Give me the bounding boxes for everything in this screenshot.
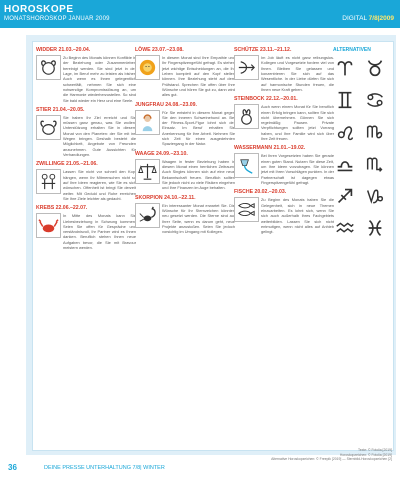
scales-icon bbox=[135, 159, 160, 184]
digital-value: 7/8|2009 bbox=[368, 15, 394, 22]
alternatives-title: ALTERNATIVEN bbox=[333, 47, 371, 53]
column-2 bbox=[135, 47, 235, 238]
digital-label: DIGITAL bbox=[342, 15, 367, 22]
lion-icon bbox=[135, 55, 160, 80]
sign-skorpion bbox=[135, 195, 235, 235]
column-3 bbox=[234, 47, 334, 238]
sign-schuetze bbox=[234, 47, 334, 92]
sign-title: JUNGFRAU 24.08.–23.09. bbox=[135, 101, 197, 108]
taurus-glyph-icon bbox=[363, 56, 387, 80]
sign-title: FISCHE 20.02.–20.03. bbox=[234, 189, 287, 196]
sign-title: KREBS 22.06.–22.07. bbox=[36, 205, 88, 212]
sign-fische bbox=[234, 189, 334, 234]
sign-title: LÖWE 23.07.–23.08. bbox=[135, 47, 184, 53]
pisces-glyph-icon bbox=[363, 216, 387, 240]
goat-icon bbox=[234, 104, 259, 129]
sign-text: Bei Ihren Vorgesetzten haben Sie gerade einen guten Stand. Nutzen Sie diese Zeit, um Ihre Ideen vorzutragen. Sie können jetzt mit Ihren Vorschlägen punkten. In der Partnerschaft ist dagegen etwas Fingerspitzengefühl gefragt. bbox=[261, 153, 334, 185]
sign-text: In diesem Monat sind Ihre Empathie und Ihr Fingerspitzengefühl gefragt. Es stehen jetzt wichtige Entscheidungen an, die Ihr Leben komplett auf den Kopf stellen können. Ihre Beziehung steht auf dem Prüfstand. Sprechen Sie offen über Ihre Wünsche und hören Sie gut zu, dann wird alles gut. bbox=[162, 55, 235, 98]
sign-title: WASSERMANN 21.01.–19.02. bbox=[234, 145, 306, 152]
sign-text: Waagen in fester Beziehung haben in diesem Monat einen herrlichen Zeitraum. Auch Singles können sich auf eine neue Bekanntschaft freuen. Beruflich sollten Sie jedoch nicht zu viele Risiken eingehen und Ihre Finanzen im Auge behalten. bbox=[162, 158, 235, 191]
sign-waage bbox=[135, 151, 235, 191]
sign-text: Zu Beginn des Monats haben Sie die Gelegenheit, sich in neue Themen einzuarbeiten. Es lohnt sich, wenn Sie sich auch außerhalb Ihres Fachgebiets weiterbilden. Lassen Sie sich nicht entmutigen, wenn nicht alles auf Anhieb gelingt. bbox=[261, 197, 334, 235]
credit-line: Texte: © Fotolia [2019] bbox=[358, 448, 392, 452]
sign-zwillinge bbox=[36, 161, 136, 201]
credit-line: Horoskopzeichen: © Fotolia [2019] bbox=[339, 452, 392, 457]
sign-text: Auch wenn einem Monat für Sie beruflich einen Erfolg bringen kann, sollten Sie sich nicht übernehmen. Gönnen Sie sich regelmäßig Pausen. Private Verpflichtungen sollten jetzt Vorrang haben, und Ihre Familie wird sich über Ihre Zeit freuen. bbox=[261, 104, 334, 142]
sign-title: STIER 21.04.–20.05. bbox=[36, 106, 85, 113]
sign-title: SKORPION 24.10.–22.11. bbox=[135, 194, 196, 201]
virgin-icon bbox=[135, 110, 160, 135]
sign-title: ZWILLINGE 21.05.–21.06. bbox=[36, 161, 98, 168]
digital-tag bbox=[342, 15, 394, 22]
bull-icon bbox=[36, 115, 61, 140]
section-subtitle: MONATSHOROSKOP JANUAR 2009 bbox=[4, 16, 110, 22]
virgo-glyph-icon bbox=[363, 120, 387, 144]
sign-title: STEINBOCK 22.12.–20.01. bbox=[234, 96, 298, 103]
gemini-glyph-icon bbox=[333, 88, 357, 112]
aries-glyph-icon bbox=[333, 56, 357, 80]
aquarius-glyph-icon bbox=[333, 216, 357, 240]
sign-title: WIDDER 21.03.–20.04. bbox=[36, 47, 91, 53]
sign-stier bbox=[36, 107, 136, 158]
sign-widder bbox=[36, 47, 136, 103]
sign-title: WAAGE 24.09.–23.10. bbox=[135, 150, 188, 157]
sign-wassermann bbox=[234, 145, 334, 185]
fish-icon bbox=[234, 197, 259, 222]
twins-icon bbox=[36, 169, 61, 194]
sign-text: Zu Beginn des Monats können Konflikte in der Beziehung oder Zusammenleben bereinigt werden. Sie sind jetzt in der Lage, im Beruf mehr zu leisten als bisher. Auch wenn es Ihnen gelegentlich schwerfällt, nehmen Sie sich eine notwendige Kompromisslösung an, um die Harmonie wiederherzustellen. So sind Sie bald wieder ein Herz und eine Seele. bbox=[63, 55, 136, 103]
scorpion-icon bbox=[135, 203, 160, 228]
water-bearer-icon bbox=[234, 153, 259, 178]
sign-text: Für Sie entsteht in diesem Monat gegen Sie den inneren Schweinehund an. Bei der Fitness-Sport-Figur lohnt sich der Einsatz. Im Beruf erhalten Sie Anerkennung für Ihre Arbeit. Nehmen Sie sich Zeit für einen ausgedehnten Spaziergang in der Natur. bbox=[162, 109, 235, 147]
header-band bbox=[0, 0, 400, 28]
sign-jungfrau bbox=[135, 102, 235, 147]
sign-text: Im Job läuft es nicht ganz reibungslos. Kollegen und Vorgesetzte fordern viel von Ihnen. Bleiben Sie gelassen und konzentrieren Sie sich auf das Wesentliche. In der Liebe dürfen Sie sich auf harmonische Stunden freuen, die Ihnen neue Kraft geben. bbox=[261, 55, 334, 92]
capricorn-glyph-icon bbox=[363, 184, 387, 208]
sign-title: SCHÜTZE 23.11.–21.12. bbox=[234, 47, 292, 53]
image-credits bbox=[232, 448, 392, 462]
sign-krebs bbox=[36, 205, 136, 250]
ram-icon bbox=[36, 55, 61, 80]
magazine-name: DEINE PRESSE UNTERHALTUNG 7/8| WINTER bbox=[44, 465, 165, 471]
sagittarius-glyph-icon bbox=[333, 184, 357, 208]
cancer-glyph-icon bbox=[363, 88, 387, 112]
archer-icon bbox=[234, 55, 259, 80]
sign-text: Sie haben Ihr Ziel erreicht und Sie müssen ganz genau, was Sie wollen. Unterstützung erhalten Sie in diesem Monat von den Planeten: der Sie mit ins Wegen bringen. Deshalb besteht die Möglichkeit, Angebote von Freunden anzunehmen. Gute Aussichten für Verhandlungen. bbox=[63, 114, 136, 157]
sign-text: Ein interessanter Monat erwartet Sie. Die Wünsche für Ihr Sternzeichen könnten neu gesetzt werden. Die Sterne sind auf Ihrer Seite, wenn es darum geht, neue Projekte anzustoßen. Seien Sie jedoch vorsichtig im Umgang mit Kollegen. bbox=[162, 202, 235, 235]
sign-loewe bbox=[135, 47, 235, 98]
sign-text: Lassen Sie nicht vor schnell den Kopf hängen, wenn Ihr Mitmenschen nicht so auf Ihre Ideen reagieren, wie Sie es sich wünschen. Offenheit ist bringt Sie derzeit weiter. Mit Geduld und Ruhe erreichen Sie Ihre Ziele leichter als gedacht. bbox=[63, 169, 136, 201]
credit-line: Alternative Horoskopzeichen: © Freepik [2019] — Sternbild-Horoskopzeichen [2] bbox=[271, 457, 392, 462]
sign-steinbock bbox=[234, 96, 334, 141]
libra-glyph-icon bbox=[333, 152, 357, 176]
crab-icon bbox=[36, 213, 61, 238]
alternatives-column bbox=[333, 47, 393, 240]
page-number: 36 bbox=[8, 463, 17, 472]
alternatives-grid bbox=[333, 56, 393, 240]
sign-text: In Mitte des Monats kann Sie Liebesbeziehung in Schwung kommen. Seien Sie offen für Gespräche und verständnisvoll, Ihr Partner wird es Ihnen danken. Beruflich stehen Ihnen neue Aufgaben bevor, die Sie mit Bravour meistern werden. bbox=[63, 213, 136, 251]
scorpio-glyph-icon bbox=[363, 152, 387, 176]
column-1 bbox=[36, 47, 136, 254]
leo-glyph-icon bbox=[333, 120, 357, 144]
section-title: HOROSKOPE bbox=[4, 4, 74, 15]
